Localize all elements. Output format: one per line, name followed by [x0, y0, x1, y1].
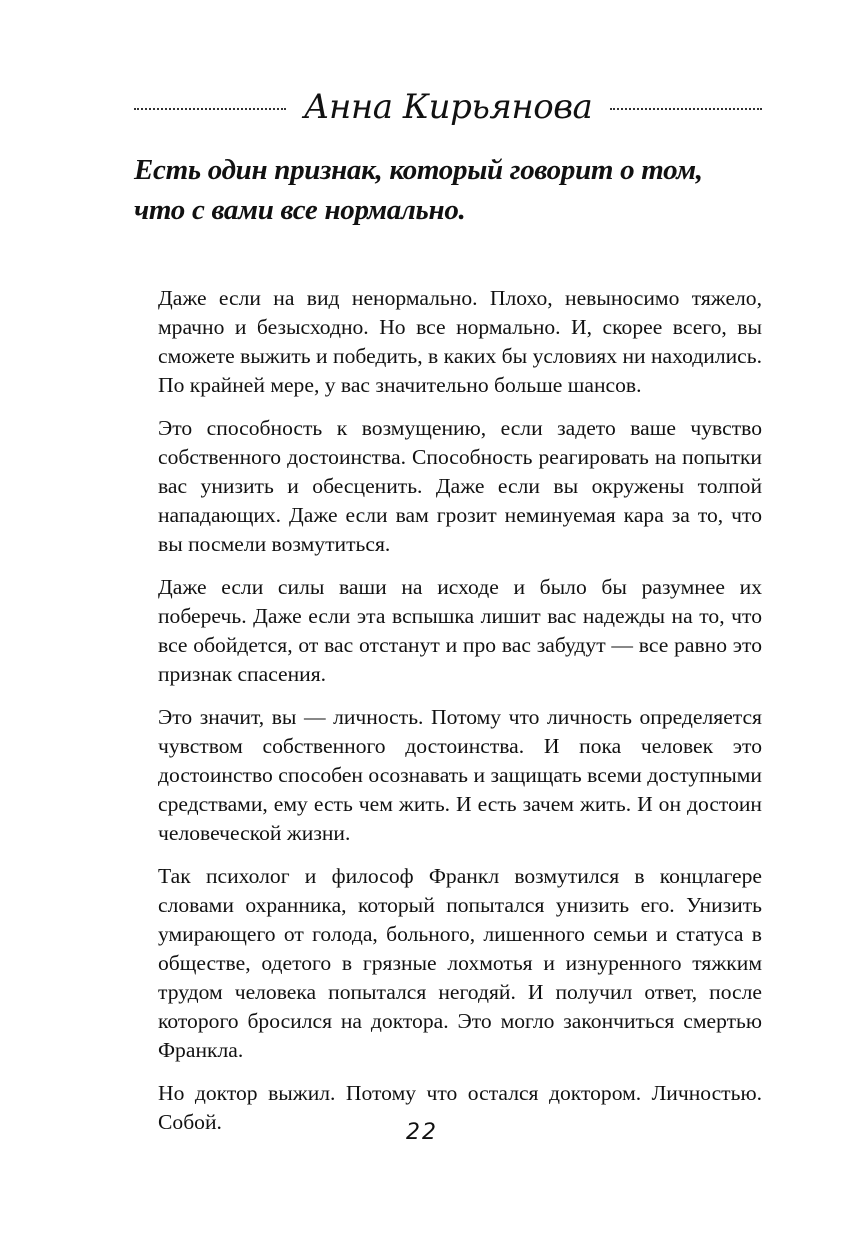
- epigraph-line: что с вами все нормально.: [134, 194, 466, 226]
- body-text: [158, 284, 762, 1151]
- paragraph: Это способность к возмущению, если задето ваше чувство собственного достоинства. Способность реагировать на попытки вас унизить и обесценить. Даже если вы окружены толпой нападающих. Даже если вам грозит неминуемая кара за то, что вы посмели возмутиться.: [158, 416, 762, 556]
- paragraph: Даже если силы ваши на исходе и было бы разумнее их поберечь. Даже если эта вспышка лишит вас надежды на то, что все обойдется, от вас отстанут и про вас забудут — все равно это признак спасения.: [158, 575, 762, 686]
- running-header: [134, 82, 762, 132]
- page-number: 22: [406, 1120, 438, 1145]
- header-divider-right: [610, 108, 762, 110]
- paragraph: Даже если на вид ненормально. Плохо, невыносимо тяжело, мрачно и безысходно. Но все нормально. И, скорее всего, вы сможете выжить и победить, в каких бы условиях ни находились. По крайней мере, у вас значительно больше шансов.: [158, 286, 762, 397]
- paragraph: Но доктор выжил. Потому что остался доктором. Личностью. Собой.: [158, 1081, 762, 1134]
- header-divider-left: [134, 108, 286, 110]
- paragraph: Так психолог и философ Франкл возмутился в концлагере словами охранника, который попытался унизить его. Унизить умирающего от голода, больного, лишенного семьи и статуса в обществе, одетого в грязные лохмотья и изнуренного тяжким трудом человека попытался негодяй. И получил ответ, после которого бросился на доктора. Это могло закончиться смертью Франкла.: [158, 864, 762, 1062]
- author-name: Анна Кирьянова: [303, 87, 593, 127]
- epigraph: [134, 150, 754, 230]
- epigraph-line: Есть один признак, который говорит о том,: [134, 154, 703, 186]
- paragraph: Это значит, вы — личность. Потому что личность определяется чувством собственного достоинства. И пока человек это достоинство способен осознавать и защищать всеми доступными средствами, ему есть чем жить. И есть зачем жить. И он достоин человеческой жизни.: [158, 705, 762, 845]
